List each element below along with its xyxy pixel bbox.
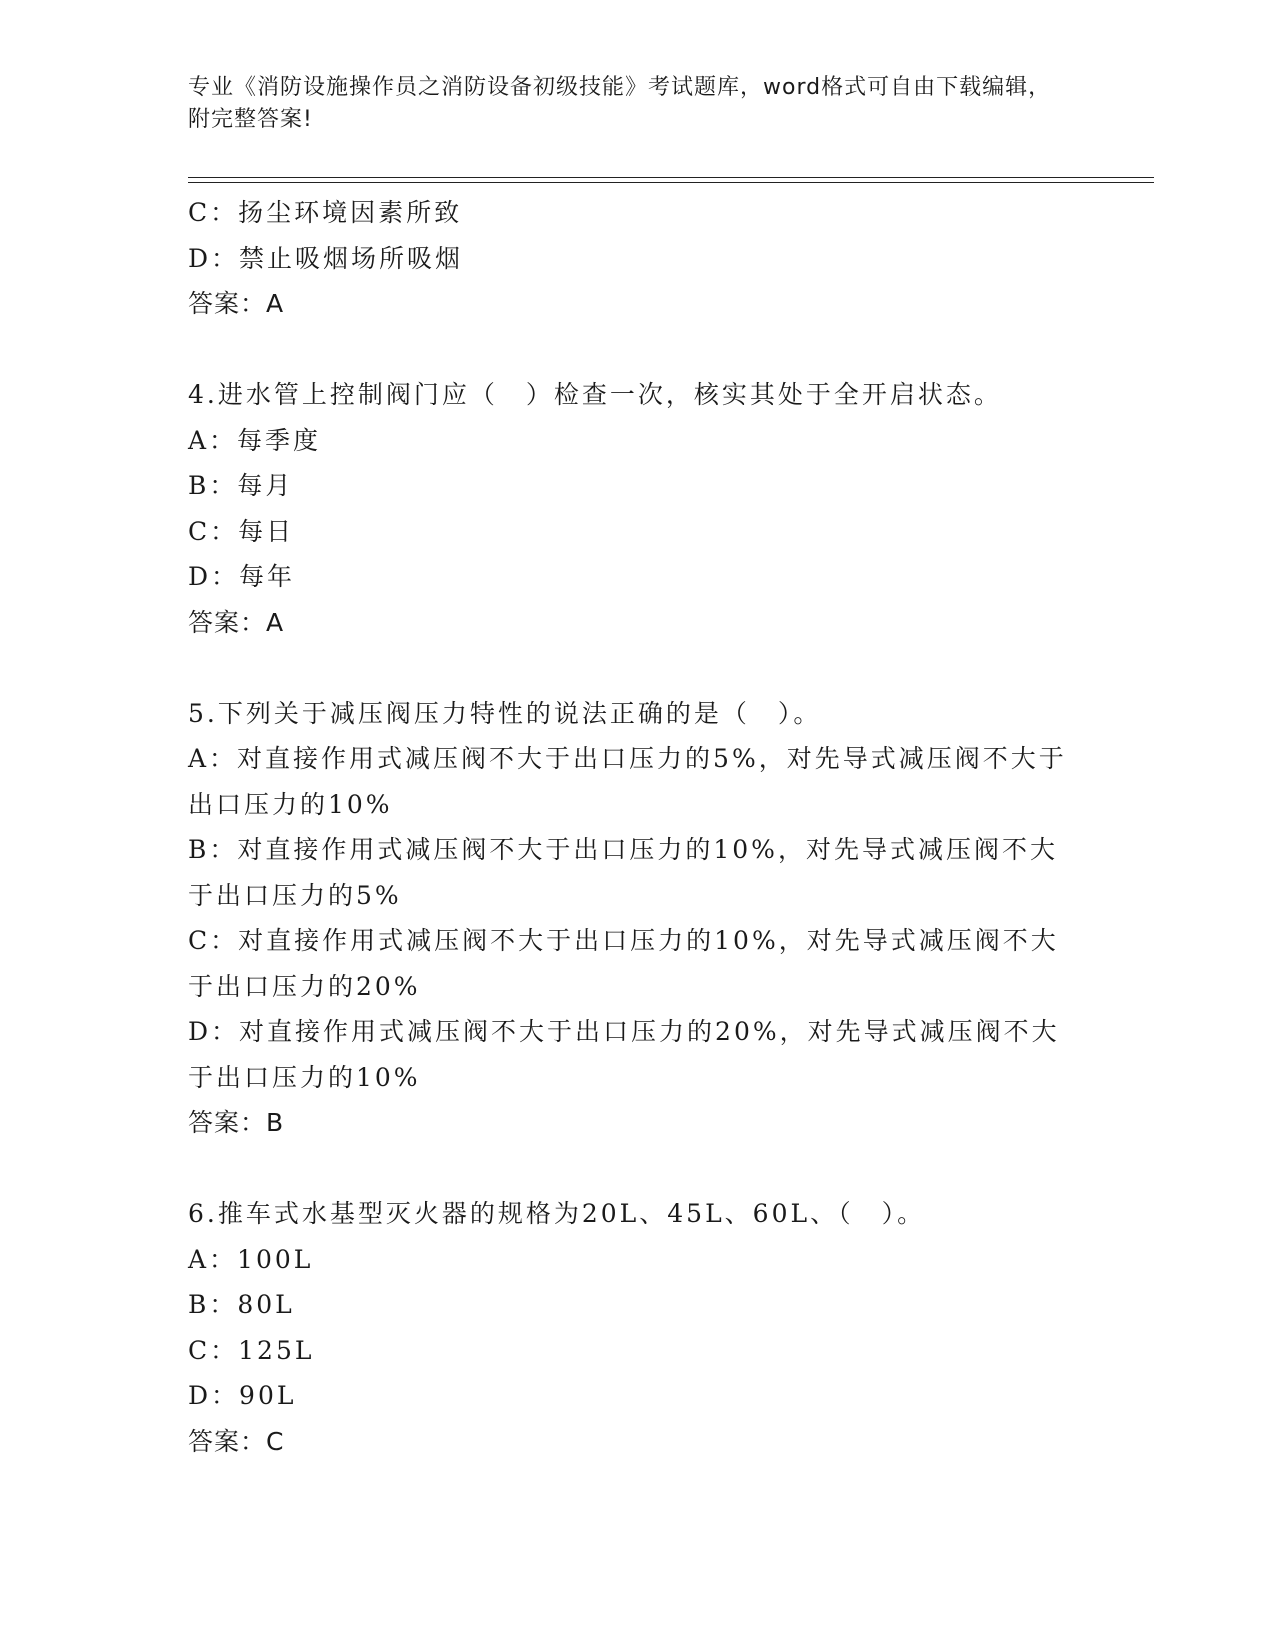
- question-list: [188, 190, 1088, 1464]
- option-b: B：对直接作用式减压阀不大于出口压力的10%，对先导式减压阀不大: [188, 835, 1058, 864]
- question-stem: 4.进水管上控制阀门应（ ）检查一次，核实其处于全开启状态。: [188, 380, 1002, 409]
- option-d: D：禁止吸烟场所吸烟: [188, 243, 464, 273]
- option-c: C：对直接作用式减压阀不大于出口压力的10%，对先导式减压阀不大: [188, 926, 1059, 955]
- question-4: [188, 372, 1088, 645]
- option-a-continued: 出口压力的10%: [188, 789, 393, 819]
- option-a: A：对直接作用式减压阀不大于出口压力的5%，对先导式减压阀不大于: [188, 744, 1067, 773]
- option-b-continued: 于出口压力的5%: [188, 880, 402, 910]
- option-d: D：90L: [188, 1381, 297, 1410]
- answer: 答案：C: [188, 1426, 285, 1456]
- option-c-continued: 于出口压力的20%: [188, 971, 421, 1001]
- page-header: 专业《消防设施操作员之消防设备初级技能》考试题库，word格式可自由下载编辑，附完整答案!: [188, 75, 1052, 132]
- question-6: [188, 1191, 1088, 1464]
- question-stem: 6.推车式水基型灭火器的规格为20L、45L、60L、（ ）。: [188, 1199, 926, 1228]
- question-3-tail: [188, 190, 1088, 327]
- option-c: C：扬尘环境因素所致: [188, 198, 463, 227]
- option-d: D：对直接作用式减压阀不大于出口压力的20%，对先导式减压阀不大: [188, 1017, 1060, 1046]
- option-a: A：每季度: [188, 425, 322, 455]
- option-b: B：80L: [188, 1290, 295, 1319]
- answer: 答案：A: [188, 289, 285, 318]
- answer: 答案：A: [188, 607, 285, 637]
- option-c: C：每日: [188, 516, 295, 546]
- option-d: D：每年: [188, 562, 296, 591]
- question-5: [188, 691, 1088, 1146]
- header-divider-bottom: [188, 182, 1154, 183]
- spacer: [188, 1146, 1088, 1192]
- option-c: C：125L: [188, 1335, 315, 1365]
- spacer: [188, 645, 1088, 691]
- question-stem: 5.下列关于减压阀压力特性的说法正确的是（ ）。: [188, 698, 822, 728]
- answer: 答案：B: [188, 1108, 285, 1137]
- option-d-continued: 于出口压力的10%: [188, 1062, 421, 1092]
- option-a: A：100L: [188, 1244, 314, 1274]
- spacer: [188, 327, 1088, 373]
- option-b: B：每月: [188, 471, 294, 500]
- header-divider-top: [188, 177, 1154, 178]
